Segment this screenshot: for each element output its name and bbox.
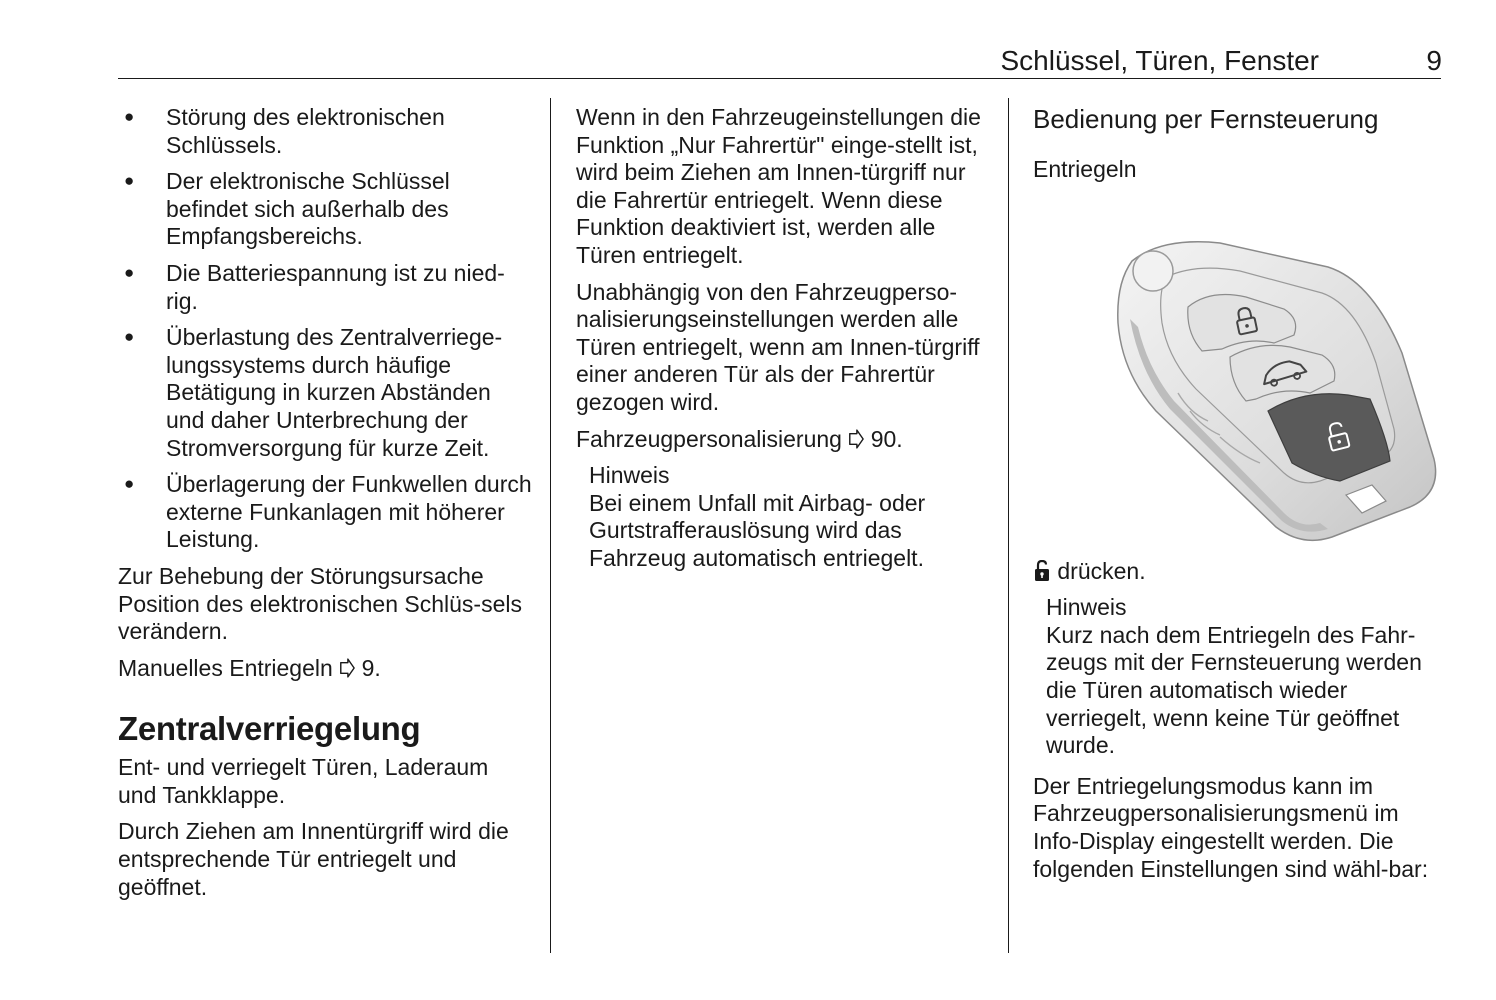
cross-reference [576,426,991,454]
page-reference-arrow-icon [339,658,355,678]
press-text: drücken. [1057,557,1146,584]
column-3 [1033,104,1448,892]
list-item: ● Überlastung des Zentralverriege-lungssystems durch häufige Betätigung in kurzen Abständen und daher Unterbrechung der Stromversorgung für kurze Zeit. [118,324,533,462]
column-1 [118,104,533,910]
section-title: Zentralverriegelung [118,710,421,748]
list-item: ● Der elektronische Schlüssel befindet sich außerhalb des Empfangsbereichs. [118,168,533,251]
paragraph: Der Entriegelungsmodus kann im Fahrzeugpersonalisierungsmenü im Info-Display eingestellt werden. Die folgenden Einstellungen sind wähl-bar: [1033,772,1429,882]
cross-reference-page: 90. [870,425,903,452]
note-title: Hinweis [1046,594,1127,621]
fault-cause-list [118,104,533,554]
column-2 [576,104,991,582]
running-header-title: Schlüssel, Türen, Fenster [1000,45,1319,76]
note-box [1033,594,1448,760]
note-body: Bei einem Unfall mit Airbag- oder Gurtstrafferauslösung wird das Fahrzeug automatisch entriegelt. [589,489,926,571]
subsection-title: Bedienung per Fernsteuerung [1033,104,1379,134]
unlock-icon [1033,560,1051,582]
cross-reference [118,655,533,683]
paragraph: Durch Ziehen am Innentürgriff wird die entsprechende Tür entriegelt und geöffnet. [118,818,509,900]
paragraph: Zur Behebung der Störungsursache Position des elektronischen Schlüs-sels verändern. [118,562,522,645]
topic-title: Entriegeln [1033,156,1137,182]
column-divider-1 [550,98,551,953]
cross-reference-text: Fahrzeugpersonalisierung [576,425,842,452]
remote-key-illustration [1070,223,1482,543]
cross-reference-text: Manuelles Entriegeln [118,654,333,681]
page-reference-arrow-icon [848,429,864,449]
cross-reference-page: 9. [361,654,381,681]
list-item: ● Überlagerung der Funkwellen durch externe Funkanlagen mit höherer Leistung. [118,471,533,554]
key-release-button [1133,251,1173,291]
paragraph: Unabhängig von den Fahrzeugperso-nalisierungseinstellungen werden alle Türen entriegelt, wenn am Innen-türgriff einer anderen Tür als der Fahrertür gezogen wird. [576,278,980,415]
list-item: ● Die Batteriespannung ist zu nied-rig. [118,260,533,315]
note-body: Kurz nach dem Entriegeln des Fahr-zeugs mit der Fernsteuerung werden die Türen automatisch wieder verriegelt, wenn keine Tür geöffnet wurde. [1046,621,1422,759]
list-item: ● Störung des elektronischen Schlüssels. [118,104,533,159]
page-number: 9 [1426,45,1442,76]
note-box [576,462,991,572]
column-divider-2 [1008,98,1009,953]
paragraph: Wenn in den Fahrzeugeinstellungen die Funktion „Nur Fahrertür" einge-stellt ist, wird beim Ziehen am Innen-türgriff nur die Fahrertür entriegelt. Wenn diese Funktion deaktiviert ist, werden alle Türen entriegelt. [576,104,981,268]
unlock-instruction [1033,558,1448,586]
header-divider [118,78,1441,79]
note-title: Hinweis [589,462,670,489]
paragraph: Ent- und verriegelt Türen, Laderaum und Tankklappe. [118,754,489,808]
